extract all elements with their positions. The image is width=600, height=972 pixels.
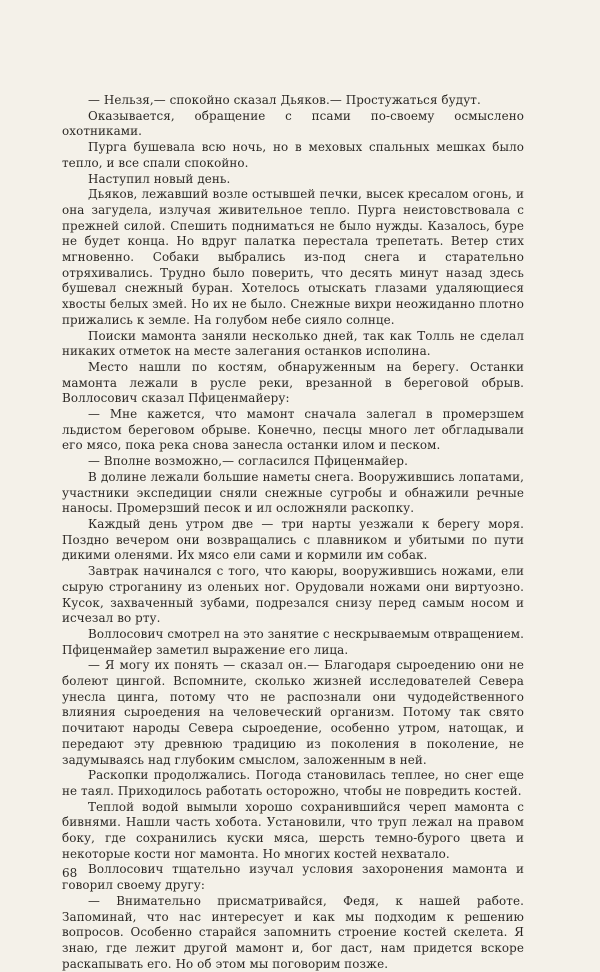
paragraph: Раскопки продолжались. Погода становилась теплее, но снег еще не таял. Приходилось работать осторожно, чтобы не повредить костей. [62, 768, 524, 798]
body-text [62, 93, 524, 972]
paragraph: — Нельзя,— спокойно сказал Дьяков.— Простужаться будут. [88, 93, 481, 107]
paragraph: Каждый день утром две — три нарты уезжали к берегу моря. Поздно вечером они возвращались с плавником и убитыми по пути дикими оленями. Их мясо ели сами и кормили им собак. [62, 516, 524, 563]
paragraph: — Я могу их понять — сказал он.— Благодаря сыроедению они не болеют цингой. Вспомните, сколько жизней исследователей Севера унесла цинга, потому что не распознали они чудодейственного влияния сыроедения на человеческий организм. Потому так свято почитают народы Севера сыроедение, особенно утром, натощак, и передают эту древнюю традицию из поколения в поколение, не задумываясь над глубоким смыслом, заложенным в ней. [62, 658, 524, 767]
paragraph: — Внимательно присматривайся, Федя, к нашей работе. Запоминай, что нас интересует и как мы подходим к решению вопросов. Особенно старайся запомнить строение костей скелета. Я знаю, где лежит другой мамонт и, бог даст, нам придется вскоре раскапывать его. Но об этом мы поговорим позже. [62, 893, 524, 971]
paragraph: Завтрак начинался с того, что каюры, вооружившись ножами, ели сырую строганину из оленьих ног. Орудовали ножами они виртуозно. Кусок, захваченный зубами, подрезался снизу перед самым носом и исчезал во рту. [62, 564, 524, 626]
paragraph: Оказывается, обращение с псами по-своему осмыслено охотниками. [62, 108, 524, 139]
paragraph: Место нашли по костям, обнаруженным на берегу. Останки мамонта лежали в русле реки, врезанной в береговой обрыв. Воллосович сказал Пфиценмайеру: [62, 359, 524, 406]
paragraph: Пурга бушевала всю ночь, но в меховых спальных мешках было тепло, и все спали спокойно. [62, 140, 524, 170]
paragraph: Дьяков, лежавший возле остывшей печки, высек кресалом огонь, и она загудела, излучая живительное тепло. Пурга неистовствовала с прежней силой. Спешить подниматься не было нужды. Казалось, буре не будет конца. Но вдруг палатка перестала трепетать. Ветер стих мгновенно. Собаки выбрались из-под снега и старательно отряхивались. Трудно было поверить, что десять минут назад здесь бушевал снежный буран. Хотелось отыскать глазами удаляющиеся хвосты белых змей. Но их не было. Снежные вихри неожиданно плотно прижались к земле. На голубом небе сияло солнце. [62, 187, 524, 327]
paragraph: — Вполне возможно,— согласился Пфиценмайер. [88, 454, 408, 469]
paragraph: Поиски мамонта заняли несколько дней, так как Толль не сделал никаких отметок на месте залегания останков исполина. [62, 328, 524, 359]
paragraph: Теплой водой вымыли хорошо сохранившийся череп мамонта с бивнями. Нашли часть хобота. Установили, что труп лежал на правом боку, где сохранились куски мяса, шерсть темно-бурого цвета и некоторые кости ног мамонта. Но многих костей нехватало. [62, 799, 524, 861]
paragraph: — Мне кажется, что мамонт сначала залегал в промерзшем льдистом береговом обрыве. Конечно, песцы много лет обгладывали его мясо, пока река снова занесла останки илом и песком. [62, 407, 524, 453]
paragraph: В долине лежали большие наметы снега. Вооружившись лопатами, участники экспедиции сняли снежные сугробы и обнажили речные наносы. Промерзший песок и ил осложняли раскопку. [62, 469, 524, 516]
paragraph: Воллосович смотрел на это занятие с нескрываемым отвращением. Пфиценмайер заметил выражение его лица. [62, 626, 524, 657]
paragraph: Наступил новый день. [88, 171, 231, 186]
page-number: 68 [62, 866, 78, 880]
paragraph: Воллосович тщательно изучал условия захоронения мамонта и говорил своему другу: [62, 862, 524, 893]
